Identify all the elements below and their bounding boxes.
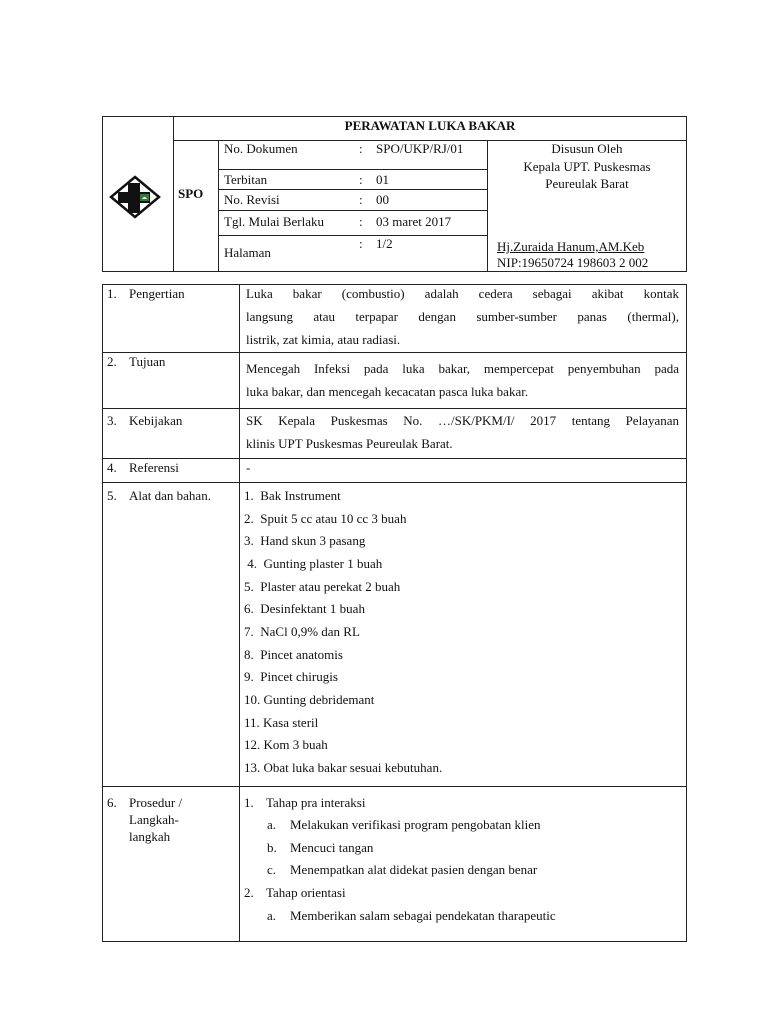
section-number: 3. [107, 413, 117, 428]
field-value-no-revisi: 00 [376, 192, 389, 207]
section-text-line: Mencegah Infeksi pada luka bakar, mempercepat penyembuhan pada [246, 361, 679, 376]
list-item: 4. Gunting plaster 1 buah [244, 556, 383, 571]
section-text-line: langsung atau terpapar dengan sumber-sumber panas (thermal), [246, 309, 679, 324]
section-label: Referensi [129, 460, 179, 475]
authority-name: Hj.Zuraida Hanum,AM.Keb [497, 239, 645, 254]
list-item: 3. Hand skun 3 pasang [244, 533, 366, 548]
authority-line1: Disusun Oleh [551, 141, 623, 156]
field-label-no-revisi: No. Revisi [224, 192, 280, 207]
field-sep-terbitan: : [359, 172, 363, 187]
list-item: 7. NaCl 0,9% dan RL [244, 624, 360, 639]
authority-line3: Peureulak Barat [545, 176, 629, 191]
section-number: 5. [107, 488, 117, 503]
list-item: 6. Desinfektant 1 buah [244, 601, 365, 616]
list-item: 1. Bak Instrument [244, 488, 341, 503]
authority-nip: NIP:19650724 198603 2 002 [497, 255, 649, 270]
field-value-no-dokumen: SPO/UKP/RJ/01 [376, 141, 464, 156]
section-text: - [246, 460, 251, 475]
section-label: Langkah- [129, 812, 179, 827]
section-label: Tujuan [129, 354, 166, 369]
section-label: langkah [129, 829, 171, 844]
section-number: 1. [107, 286, 117, 301]
section-label: Prosedur / [129, 795, 183, 810]
section-label: Kebijakan [129, 413, 183, 428]
field-label-terbitan: Terbitan [224, 172, 268, 187]
field-value-terbitan: 01 [376, 172, 389, 187]
list-item: 9. Pincet chirugis [244, 669, 338, 684]
list-item: 13. Obat luka bakar sesuai kebutuhan. [244, 760, 443, 775]
section-text-line: SK Kepala Puskesmas No. …/SK/PKM/I/ 2017 tentang Pelayanan [246, 413, 679, 428]
section-label: Pengertian [129, 286, 185, 301]
puskesmas-logo-icon [109, 175, 161, 219]
list-item: 2. Spuit 5 cc atau 10 cc 3 buah [244, 511, 407, 526]
step-text: Tahap pra interaksi [266, 795, 366, 810]
field-sep-no-dokumen: : [359, 141, 363, 156]
substep-number: a. [267, 908, 277, 923]
section-number: 2. [107, 354, 117, 369]
field-sep-tgl-mulai: : [359, 214, 363, 229]
field-label-tgl-mulai: Tgl. Mulai Berlaku [224, 214, 325, 229]
section-number: 4. [107, 460, 117, 475]
substep-text: Melakukan verifikasi program pengobatan klien [290, 817, 541, 832]
field-value-tgl-mulai: 03 maret 2017 [376, 214, 452, 229]
section-number: 6. [107, 795, 117, 810]
substep-text: Mencuci tangan [290, 840, 374, 855]
section-text-line: klinis UPT Puskesmas Peureulak Barat. [246, 436, 453, 451]
step-number: 2. [244, 885, 254, 900]
substep-text: Menempatkan alat didekat pasien dengan benar [290, 862, 538, 877]
field-value-halaman: 1/2 [376, 236, 393, 251]
step-number: 1. [244, 795, 254, 810]
list-item: 11. Kasa steril [244, 715, 319, 730]
step-text: Tahap orientasi [266, 885, 346, 900]
section-label: Alat dan bahan. [129, 488, 211, 503]
substep-text: Memberikan salam sebagai pendekatan tharapeutic [290, 908, 556, 923]
list-item: 12. Kom 3 buah [244, 737, 328, 752]
spo-label: SPO [178, 186, 204, 201]
substep-number: a. [267, 817, 277, 832]
section-text-line: luka bakar, dan mencegah kecacatan pasca luka bakar. [246, 384, 529, 399]
substep-number: c. [267, 862, 277, 877]
list-item: 8. Pincet anatomis [244, 647, 343, 662]
field-label-no-dokumen: No. Dokumen [224, 141, 298, 156]
substep-number: b. [267, 840, 277, 855]
field-sep-no-revisi: : [359, 192, 363, 207]
list-item: 10. Gunting debridemant [244, 692, 375, 707]
section-text-line: listrik, zat kimia, atau radiasi. [246, 332, 401, 347]
list-item: 5. Plaster atau perekat 2 buah [244, 579, 401, 594]
field-sep-halaman: : [359, 236, 363, 251]
authority-line2: Kepala UPT. Puskesmas [523, 159, 651, 174]
field-label-halaman: Halaman [224, 245, 271, 260]
section-text-line: Luka bakar (combustio) adalah cedera sebagai akibat kontak [246, 286, 679, 301]
document-title: PERAWATAN LUKA BAKAR [344, 118, 516, 133]
